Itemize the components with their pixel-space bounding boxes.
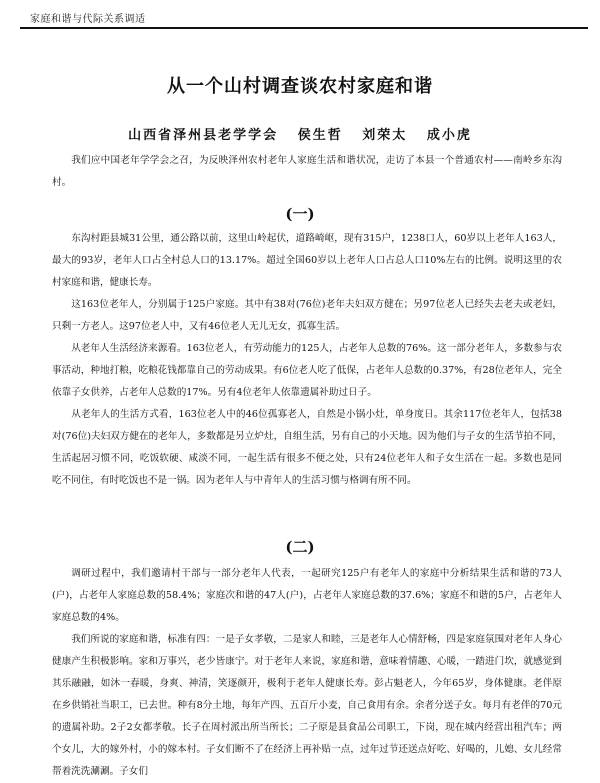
section-heading-1: (一) (285, 205, 315, 223)
paragraph: 这163位老年人，分别属于125户家庭。其中有38对(76位)老年夫妇双方健在；另97位老人已经失去老夫或老妇，只剩一方老人。这97位老人中，又有46位老人无儿无女，孤寡生活。 (52, 299, 562, 332)
paragraph: 调研过程中，我们邀请村干部与一部分老年人代表，一起研究125户有老年人的家庭中分析结果生活和谐的73人(户)，占老年人家庭总数的58.4%；家庭次和谐的47人(户)，占老年人家庭总数的37.6%；家庭不和谐的5户，占老年人家庭总数的4%。 (52, 568, 562, 623)
section-heading-2: (二) (285, 538, 315, 556)
article-authors: 山西省泽州县老学学会 侯生哲 刘荣太 成小虎 (128, 128, 472, 143)
paragraph: 从老年人生活经济来源看。163位老人，有劳动能力的125人，占老年人总数的76%。这一部分老年人，多数参与农事活动，种地打粮，吃粮花钱都靠自己的劳动成果。有6位老人吃了低保，占老年人总数的0.37%，有28位老年人，完全依靠子女供养，占老年人总数的17%。另有4位老年人依靠遗属补助过日子。 (52, 343, 562, 398)
header-rule (20, 27, 588, 29)
running-head: 家庭和谐与代际关系调适 (30, 14, 146, 25)
lead-paragraph: 我们应中国老年学学会之召，为反映泽州农村老年人家庭生活和谐状况，走访了本县一个普通农村——南岭乡东沟村。 (52, 155, 562, 188)
paragraph: 东沟村距县城31公里，通公路以前，这里山岭起伏，道路崎岖，现有315户，1238口人，60岁以上老年人163人，最大的93岁，老年人口占全村总人口的13.17%。超过全国60岁以上老年人口占总人口10%左右的比例。说明这里的农村家庭和谐，健康长寿。 (52, 233, 562, 288)
section-1-body (52, 228, 562, 492)
paragraph: 从老年人的生活方式看，163位老人中的46位孤寡老人，自然是小锅小灶，单身度日。其余117位老年人，包括38对(76位)夫妇双方健在的老年人，多数都是另立炉灶，自组生活，另有自己的小天地。因为他们与子女的生活节拍不同，生活起居习惯不同，吃饭软硬、咸淡不同，一起生活有很多不便之处，只有24位老年人和子女生活在一起。多数也是同吃不同住，有时吃饭也不是一锅。因为老年人与中青年人的生活习惯与格调有所不同。 (52, 409, 562, 486)
article-title: 从一个山村调查谈农村家庭和谐 (167, 76, 433, 97)
section-2-body (52, 563, 562, 783)
paragraph: 我们所说的家庭和谐，标准有四：一是子女孝敬，二是家人和睦，三是老年人心情舒畅，四是家庭氛围对老年人身心健康产生积极影响。家和万事兴，老少皆康宁。对于老年人来说，家庭和谐，意味着情趣、心暖，一踏进门坎，就感觉到其乐融融，如沐一春暖，身爽、神清，笑逐颜开，极利于老年人健康长寿。彭占魁老人，今年65岁，身体健康。老伴原在乡供销社当职工，已去世。种有8分土地，每年产四、五百斤小麦，自己食用有余。余者分送子女。每月有老伴的70元的遗属补助。2子2女都孝敬。长子在周村派出所当所长；二子原是县食品公司职工，下岗，现在城内经营出租汽车；两个女儿，大的嫁外村，小的嫁本村。子女们断不了在经济上再补贴一点，过年过节还送点好吃、好喝的，儿媳、女儿经常帮着洗洗涮涮。子女们 (52, 634, 562, 777)
lead-paragraph-block (52, 150, 562, 194)
